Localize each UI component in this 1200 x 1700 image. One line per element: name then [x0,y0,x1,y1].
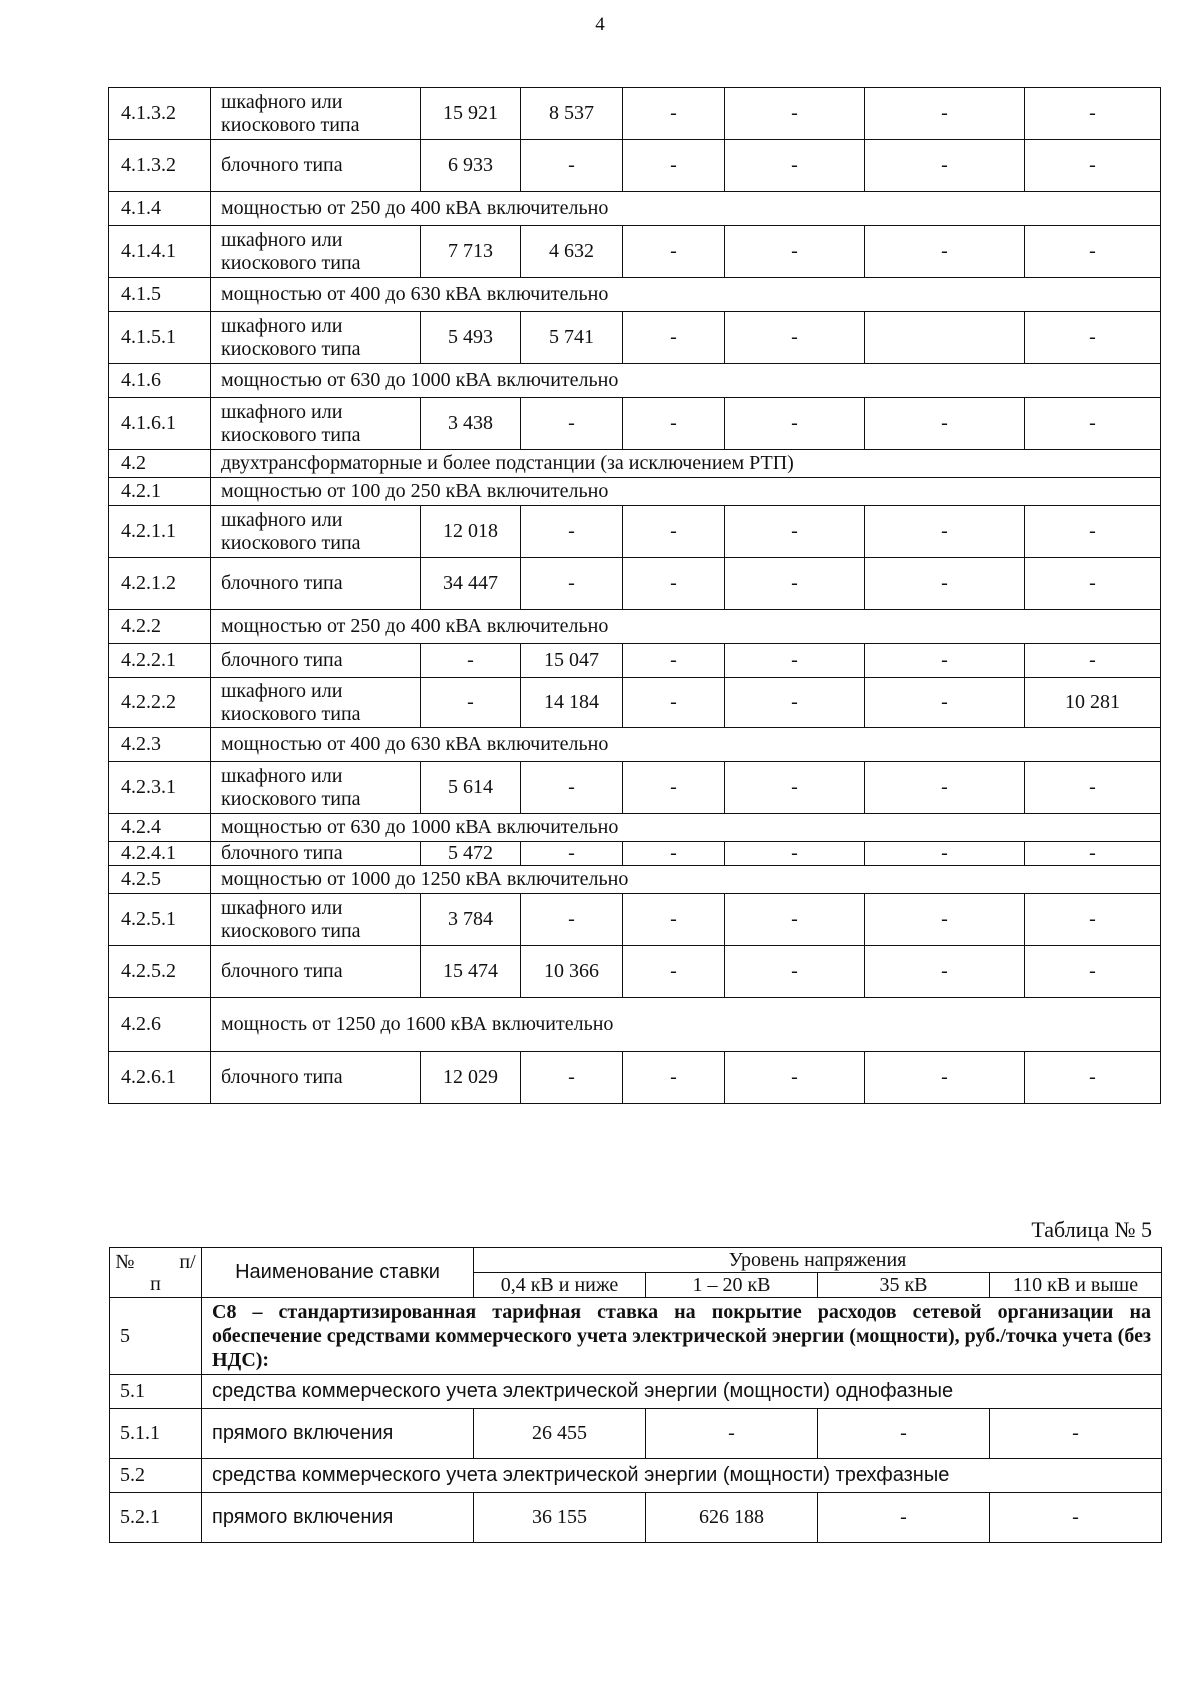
value-cell: - [865,226,1025,278]
table-5-caption: Таблица № 5 [1031,1217,1152,1242]
value-cell: - [1025,894,1161,946]
section-name: мощностью от 630 до 1000 кВА включительно [211,364,1161,398]
value-cell: 5 741 [521,312,623,364]
row-name: шкафного или киоскового типа [211,312,421,364]
row-number: 4.2.4 [109,814,211,842]
table-row [109,842,1161,866]
value-cell: - [725,88,865,140]
value-cell: - [1025,1052,1161,1104]
row-number: 4.2.1.2 [109,558,211,610]
value-cell: - [865,644,1025,678]
value-cell: 12 029 [421,1052,521,1104]
value-cell: - [421,644,521,678]
section-row [109,814,1161,842]
section-row [110,1459,1162,1493]
table5-header-row-1 [110,1248,1162,1273]
value-cell: - [623,842,725,866]
section-name: мощностью от 250 до 400 кВА включительно [211,192,1161,226]
value-cell: - [646,1409,818,1459]
value-cell: - [521,762,623,814]
table-row [109,1052,1161,1104]
value-cell: - [725,762,865,814]
row-name: блочного типа [211,946,421,998]
value-cell: - [421,678,521,728]
table-row [109,894,1161,946]
value-cell: - [623,558,725,610]
value-cell: - [725,946,865,998]
value-cell: - [521,1052,623,1104]
value-cell: - [725,506,865,558]
header-voltage: Уровень напряжения [474,1248,1162,1273]
tariff-table-5 [109,1247,1162,1543]
table-row [109,762,1161,814]
value-cell: 7 713 [421,226,521,278]
value-cell: - [623,644,725,678]
value-cell: 12 018 [421,506,521,558]
row-name: блочного типа [211,140,421,192]
value-cell: - [521,558,623,610]
row-number: 4.1.6.1 [109,398,211,450]
row-name: шкафного или киоскового типа [211,762,421,814]
row-name: шкафного или киоскового типа [211,678,421,728]
row-number: 4.2.5.2 [109,946,211,998]
section-row [109,866,1161,894]
row-number: 4.1.3.2 [109,140,211,192]
row-number: 4.2.2.2 [109,678,211,728]
row-name: шкафного или киоскового типа [211,398,421,450]
row-number: 4.1.6 [109,364,211,398]
row-name: прямого включения [202,1409,474,1459]
value-cell: 3 438 [421,398,521,450]
value-cell: 34 447 [421,558,521,610]
value-cell: - [1025,762,1161,814]
value-cell: 5 472 [421,842,521,866]
header-level: 1 – 20 кВ [646,1273,818,1298]
section-row [110,1298,1162,1375]
value-cell: - [865,558,1025,610]
section-name: средства коммерческого учета электрической энергии (мощности) трехфазные [202,1459,1162,1493]
value-cell: - [623,894,725,946]
row-number: 4.1.4 [109,192,211,226]
section-row [109,450,1161,478]
value-cell: 626 188 [646,1493,818,1543]
row-number: 4.2.3 [109,728,211,762]
row-name: блочного типа [211,1052,421,1104]
value-cell: - [623,140,725,192]
value-cell: - [623,506,725,558]
value-cell: - [1025,506,1161,558]
value-cell: - [521,506,623,558]
rate-title: С8 – стандартизированная тарифная ставка на покрытие расходов сетевой организации на обеспечение средствами коммерческого учета электрической энергии (мощности), руб./точка учета (без НДС): [202,1298,1162,1375]
row-name: шкафного или киоскового типа [211,506,421,558]
value-cell: - [623,1052,725,1104]
value-cell: 4 632 [521,226,623,278]
value-cell: - [1025,558,1161,610]
value-cell: - [1025,140,1161,192]
value-cell: 15 047 [521,644,623,678]
row-name: шкафного или киоскового типа [211,894,421,946]
table-row [109,140,1161,192]
value-cell: - [865,894,1025,946]
table-row [110,1409,1162,1459]
row-number: 5.2 [110,1459,202,1493]
row-name: шкафного или киосковоrо типа [211,88,421,140]
value-cell: 10 281 [1025,678,1161,728]
value-cell: 14 184 [521,678,623,728]
value-cell: 36 155 [474,1493,646,1543]
value-cell: - [623,88,725,140]
value-cell: - [623,762,725,814]
row-number: 4.2.6.1 [109,1052,211,1104]
table-row [109,644,1161,678]
value-cell: - [865,398,1025,450]
value-cell [865,312,1025,364]
table-row [109,678,1161,728]
header-num: № п/п [110,1248,202,1298]
value-cell: 6 933 [421,140,521,192]
value-cell: - [1025,946,1161,998]
section-row [109,728,1161,762]
value-cell: 3 784 [421,894,521,946]
row-number: 4.2 [109,450,211,478]
value-cell: - [725,1052,865,1104]
value-cell: - [990,1409,1162,1459]
row-number: 5.2.1 [110,1493,202,1543]
value-cell: - [623,678,725,728]
page-number: 4 [595,14,605,35]
section-name: мощностью от 100 до 250 кВА включительно [211,478,1161,506]
row-number: 5.1 [110,1375,202,1409]
table-row [109,88,1161,140]
value-cell: - [521,842,623,866]
section-row [109,364,1161,398]
header-name: Наименование ставки [202,1248,474,1298]
row-number: 4.2.2 [109,610,211,644]
value-cell: - [623,312,725,364]
value-cell: - [818,1409,990,1459]
value-cell: - [725,558,865,610]
value-cell: - [725,140,865,192]
header-level: 110 кВ и выше [990,1273,1162,1298]
section-row [109,192,1161,226]
row-number: 5 [110,1298,202,1375]
value-cell: 5 493 [421,312,521,364]
table-row [109,506,1161,558]
value-cell: - [725,644,865,678]
value-cell: - [1025,88,1161,140]
value-cell: - [1025,644,1161,678]
row-name: блочного типа [211,558,421,610]
value-cell: - [1025,226,1161,278]
row-number: 4.2.1 [109,478,211,506]
table-row [110,1493,1162,1543]
table-row [109,946,1161,998]
row-number: 4.1.5.1 [109,312,211,364]
value-cell: - [725,226,865,278]
value-cell: - [521,140,623,192]
row-number: 4.1.4.1 [109,226,211,278]
tariff-table-4-continuation [108,87,1161,1104]
section-name: мощностью от 400 до 630 кВА включительно [211,728,1161,762]
section-name: мощностью от 630 до 1000 кВА включительно [211,814,1161,842]
row-number: 4.2.5.1 [109,894,211,946]
value-cell: - [818,1493,990,1543]
value-cell: - [521,398,623,450]
value-cell: - [865,88,1025,140]
section-name: мощность от 1250 до 1600 кВА включительно [211,998,1161,1052]
section-name: двухтрансформаторные и более подстанции (за исключением РТП) [211,450,1161,478]
value-cell: - [623,946,725,998]
section-name: мощностью от 250 до 400 кВА включительно [211,610,1161,644]
row-number: 4.2.5 [109,866,211,894]
table-row [109,558,1161,610]
row-name: блочного типа [211,644,421,678]
value-cell: 15 474 [421,946,521,998]
value-cell: - [623,226,725,278]
value-cell: - [725,312,865,364]
value-cell: - [1025,398,1161,450]
section-row [109,478,1161,506]
row-name: прямого включения [202,1493,474,1543]
value-cell: 10 366 [521,946,623,998]
value-cell: - [865,678,1025,728]
section-name: мощностью от 1000 до 1250 кВА включительно [211,866,1161,894]
value-cell: - [623,398,725,450]
row-number: 4.2.4.1 [109,842,211,866]
value-cell: - [865,1052,1025,1104]
row-number: 4.2.2.1 [109,644,211,678]
section-row [109,278,1161,312]
value-cell: - [865,762,1025,814]
header-level: 35 кВ [818,1273,990,1298]
section-name: средства коммерческого учета электрической энергии (мощности) однофазные [202,1375,1162,1409]
value-cell: - [865,140,1025,192]
value-cell: - [725,894,865,946]
value-cell: - [1025,842,1161,866]
header-level: 0,4 кВ и ниже [474,1273,646,1298]
value-cell: - [865,946,1025,998]
row-number: 4.2.6 [109,998,211,1052]
row-number: 5.1.1 [110,1409,202,1459]
section-row [109,998,1161,1052]
value-cell: 5 614 [421,762,521,814]
value-cell: - [725,678,865,728]
value-cell: - [865,506,1025,558]
value-cell: 15 921 [421,88,521,140]
value-cell: - [521,894,623,946]
value-cell: 8 537 [521,88,623,140]
table-row [109,312,1161,364]
value-cell: - [865,842,1025,866]
value-cell: - [1025,312,1161,364]
row-name: шкафного или киоскового типа [211,226,421,278]
value-cell: - [725,842,865,866]
table-row [109,226,1161,278]
row-name: блочного типа [211,842,421,866]
row-number: 4.1.5 [109,278,211,312]
value-cell: - [990,1493,1162,1543]
section-row [110,1375,1162,1409]
row-number: 4.2.3.1 [109,762,211,814]
row-number: 4.1.3.2 [109,88,211,140]
row-number: 4.2.1.1 [109,506,211,558]
table-row [109,398,1161,450]
section-name: мощностью от 400 до 630 кВА включительно [211,278,1161,312]
value-cell: - [725,398,865,450]
section-row [109,610,1161,644]
value-cell: 26 455 [474,1409,646,1459]
